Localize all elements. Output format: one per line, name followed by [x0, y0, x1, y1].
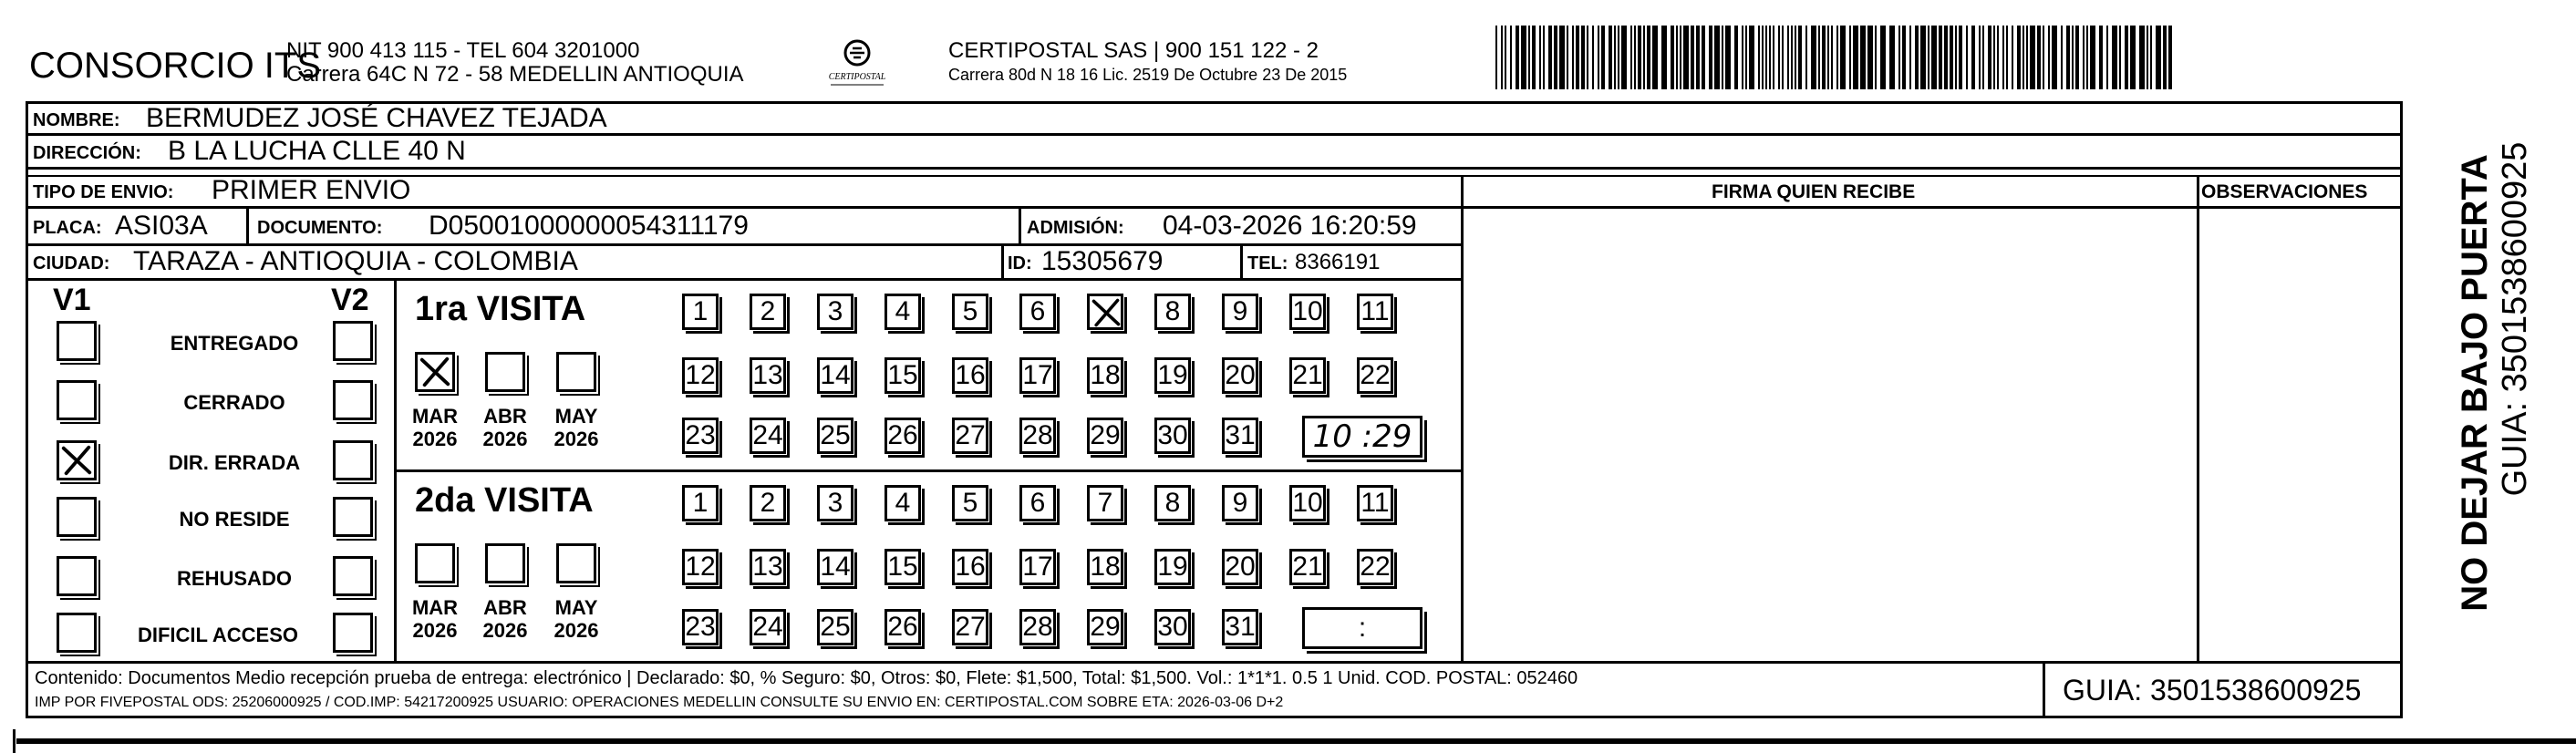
- day-box-8[interactable]: 8: [1154, 485, 1191, 521]
- status-label: REHUSADO: [177, 567, 292, 590]
- day-box-7[interactable]: [1087, 294, 1123, 330]
- day-box-20[interactable]: 20: [1222, 357, 1258, 394]
- month-checkbox-may[interactable]: [556, 543, 596, 583]
- tel-value: 8366191: [1295, 250, 1381, 274]
- svg-text:CERTIPOSTAL: CERTIPOSTAL: [828, 72, 886, 82]
- day-box-27[interactable]: 27: [952, 418, 988, 454]
- tel-label: TEL:: [1247, 253, 1288, 273]
- day-box-25[interactable]: 25: [817, 609, 853, 645]
- time-box[interactable]: [1302, 416, 1422, 458]
- status-label: DIFICIL ACCESO: [137, 624, 298, 646]
- day-box-17[interactable]: 17: [1019, 357, 1056, 394]
- day-box-26[interactable]: 26: [885, 609, 921, 645]
- day-box-26[interactable]: 26: [885, 418, 921, 454]
- day-box-6[interactable]: 6: [1019, 485, 1056, 521]
- day-box-20[interactable]: 20: [1222, 549, 1258, 585]
- day-box-22[interactable]: 22: [1357, 357, 1393, 394]
- company-address: Carrera 64C N 72 - 58 MEDELLIN ANTIOQUIA: [286, 62, 744, 87]
- day-box-27[interactable]: 27: [952, 609, 988, 645]
- day-box-11[interactable]: 11: [1357, 485, 1393, 521]
- day-box-23[interactable]: 23: [682, 418, 719, 454]
- day-box-23[interactable]: 23: [682, 609, 719, 645]
- day-box-7[interactable]: 7: [1087, 485, 1123, 521]
- day-box-14[interactable]: 14: [817, 357, 853, 394]
- year-label: 2026: [553, 428, 599, 450]
- month-checkbox-abr[interactable]: [485, 352, 525, 392]
- certipostal-logo: [825, 36, 889, 89]
- day-box-30[interactable]: 30: [1154, 418, 1191, 454]
- ciudad-label: CIUDAD:: [33, 253, 110, 273]
- status-label: ENTREGADO: [170, 332, 299, 355]
- nombre-value: BERMUDEZ JOSÉ CHAVEZ TEJADA: [146, 103, 607, 133]
- day-box-2[interactable]: 2: [750, 294, 786, 330]
- day-box-19[interactable]: 19: [1154, 357, 1191, 394]
- year-label: 2026: [412, 619, 458, 642]
- side-warning: NO DEJAR BAJO PUERTA: [2455, 154, 2495, 612]
- day-box-4[interactable]: 4: [885, 294, 921, 330]
- day-box-15[interactable]: 15: [885, 549, 921, 585]
- day-box-5[interactable]: 5: [952, 294, 988, 330]
- month-label: ABR: [483, 405, 527, 428]
- day-box-14[interactable]: 14: [817, 549, 853, 585]
- footer-guia: GUIA: 3501538600925: [2063, 674, 2362, 707]
- ciudad-value: TARAZA - ANTIOQUIA - COLOMBIA: [133, 246, 578, 276]
- v1-checkbox-dificil-acceso[interactable]: [57, 613, 97, 653]
- day-box-16[interactable]: 16: [952, 549, 988, 585]
- status-label: NO RESIDE: [179, 508, 290, 531]
- documento-label: DOCUMENTO:: [257, 218, 383, 238]
- admision-label: ADMISIÓN:: [1027, 218, 1124, 238]
- month-checkbox-mar[interactable]: [415, 352, 455, 392]
- id-value: 15305679: [1041, 246, 1164, 276]
- observaciones-header: OBSERVACIONES: [2201, 181, 2368, 202]
- v1-header: V1: [53, 283, 91, 317]
- day-box-1[interactable]: 1: [682, 485, 719, 521]
- v1-checkbox-no-reside[interactable]: [57, 497, 97, 537]
- admision-value: 04-03-2026 16:20:59: [1163, 211, 1417, 241]
- year-label: 2026: [553, 619, 599, 642]
- day-box-29[interactable]: 29: [1087, 418, 1123, 454]
- day-box-19[interactable]: 19: [1154, 549, 1191, 585]
- day-box-24[interactable]: 24: [750, 418, 786, 454]
- month-label: MAR: [411, 596, 459, 619]
- day-box-13[interactable]: 13: [750, 357, 786, 394]
- day-box-21[interactable]: 21: [1289, 549, 1326, 585]
- firma-header: FIRMA QUIEN RECIBE: [1712, 181, 1916, 202]
- carrier-address: Carrera 80d N 18 16 Lic. 2519 De Octubre 23 De 2015: [948, 66, 1348, 84]
- month-label: MAY: [554, 405, 598, 428]
- month-label: MAY: [554, 596, 598, 619]
- day-box-8[interactable]: 8: [1154, 294, 1191, 330]
- day-box-28[interactable]: 28: [1019, 418, 1056, 454]
- status-label: DIR. ERRADA: [168, 451, 301, 474]
- day-box-9[interactable]: 9: [1222, 485, 1258, 521]
- day-box-31[interactable]: 31: [1222, 609, 1258, 645]
- day-box-31[interactable]: 31: [1222, 418, 1258, 454]
- v1-checkbox-dir-errada[interactable]: [57, 440, 97, 480]
- company-name: CONSORCIO ITS: [29, 46, 322, 86]
- day-box-4[interactable]: 4: [885, 485, 921, 521]
- visit2-title: 2da VISITA: [415, 481, 594, 520]
- day-box-28[interactable]: 28: [1019, 609, 1056, 645]
- v2-checkbox-dificil-acceso[interactable]: [333, 613, 373, 653]
- placa-label: PLACA:: [33, 218, 102, 238]
- time-value: 10 :29: [1312, 418, 1412, 455]
- day-box-18[interactable]: 18: [1087, 549, 1123, 585]
- day-box-13[interactable]: 13: [750, 549, 786, 585]
- day-box-29[interactable]: 29: [1087, 609, 1123, 645]
- year-label: 2026: [482, 619, 528, 642]
- day-box-5[interactable]: 5: [952, 485, 988, 521]
- month-checkbox-may[interactable]: [556, 352, 596, 392]
- side-guia: GUIA: 3501538600925: [2496, 141, 2534, 497]
- month-checkbox-abr[interactable]: [485, 543, 525, 583]
- v1-checkbox-rehusado[interactable]: [57, 556, 97, 596]
- v2-checkbox-rehusado[interactable]: [333, 556, 373, 596]
- day-box-18[interactable]: 18: [1087, 357, 1123, 394]
- month-label: ABR: [483, 596, 527, 619]
- v2-checkbox-cerrado[interactable]: [333, 380, 373, 420]
- day-box-22[interactable]: 22: [1357, 549, 1393, 585]
- day-box-10[interactable]: 10: [1289, 294, 1326, 330]
- day-box-16[interactable]: 16: [952, 357, 988, 394]
- day-box-17[interactable]: 17: [1019, 549, 1056, 585]
- day-box-2[interactable]: 2: [750, 485, 786, 521]
- barcode: [1495, 26, 2175, 89]
- id-label: ID:: [1008, 253, 1032, 273]
- documento-value: D05001000000054311179: [429, 211, 749, 241]
- time-value: :: [1358, 613, 1367, 643]
- footer-contenido: Contenido: Documentos Medio recepción prueba de entrega: electrónico | Declarado: $0, % Seguro: $0, Otros: $0, Flete: $1,500, Total: $1,500. Vol.: 1*1*1. 0.5 1 Unid. COD. POSTAL: 052460: [35, 668, 1578, 688]
- year-label: 2026: [412, 428, 458, 450]
- day-box-21[interactable]: 21: [1289, 357, 1326, 394]
- year-label: 2026: [482, 428, 528, 450]
- day-box-3[interactable]: 3: [817, 294, 853, 330]
- day-box-6[interactable]: 6: [1019, 294, 1056, 330]
- tipo-envio-value: PRIMER ENVIO: [212, 175, 411, 205]
- v1-checkbox-cerrado[interactable]: [57, 380, 97, 420]
- day-box-11[interactable]: 11: [1357, 294, 1393, 330]
- v2-header: V2: [331, 283, 369, 317]
- day-box-3[interactable]: 3: [817, 485, 853, 521]
- visit1-title: 1ra VISITA: [415, 290, 586, 328]
- day-box-24[interactable]: 24: [750, 609, 786, 645]
- tipo-envio-label: TIPO DE ENVIO:: [33, 182, 174, 202]
- day-box-12[interactable]: 12: [682, 549, 719, 585]
- footer-impresion: IMP POR FIVEPOSTAL ODS: 25206000925 / COD.IMP: 54217200925 USUARIO: OPERACIONES MEDELLIN CONSULTE SU ENVIO EN: CERTIPOSTAL.COM SOBRE ETA: 2026-03-06 D+2: [35, 695, 1284, 710]
- placa-value: ASI03A: [115, 211, 208, 241]
- carrier-name: CERTIPOSTAL SAS | 900 151 122 - 2: [948, 38, 1319, 63]
- day-box-25[interactable]: 25: [817, 418, 853, 454]
- nombre-label: NOMBRE:: [33, 110, 120, 130]
- company-nit: NIT 900 413 115 - TEL 604 3201000: [286, 38, 640, 63]
- v2-checkbox-dir-errada[interactable]: [333, 440, 373, 480]
- status-label: CERRADO: [183, 391, 285, 414]
- day-box-10[interactable]: 10: [1289, 485, 1326, 521]
- v2-checkbox-no-reside[interactable]: [333, 497, 373, 537]
- month-checkbox-mar[interactable]: [415, 543, 455, 583]
- v2-checkbox-entregado[interactable]: [333, 321, 373, 361]
- time-box[interactable]: [1302, 607, 1422, 649]
- day-box-12[interactable]: 12: [682, 357, 719, 394]
- day-box-15[interactable]: 15: [885, 357, 921, 394]
- direccion-value: B LA LUCHA CLLE 40 N: [168, 136, 466, 166]
- day-box-1[interactable]: 1: [682, 294, 719, 330]
- v1-checkbox-entregado[interactable]: [57, 321, 97, 361]
- month-label: MAR: [411, 405, 459, 428]
- day-box-30[interactable]: 30: [1154, 609, 1191, 645]
- direccion-label: DIRECCIÓN:: [33, 143, 141, 163]
- day-box-9[interactable]: 9: [1222, 294, 1258, 330]
